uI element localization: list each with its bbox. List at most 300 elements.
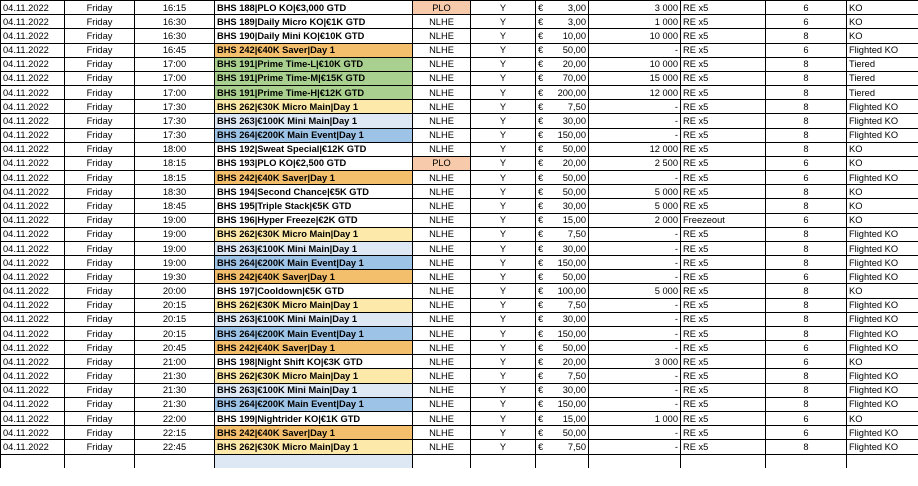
buyin-currency-prefix: € <box>538 87 544 98</box>
cell-max-players: 6 <box>766 156 847 170</box>
table-row <box>1 100 918 114</box>
cell-structure: RE x5 <box>681 57 766 71</box>
cell-late-reg: Y <box>471 185 536 199</box>
buyin-currency-prefix: € <box>538 45 544 56</box>
cell-buyin <box>536 369 589 383</box>
cell-day: Friday <box>65 57 135 71</box>
cell-buyin <box>536 29 589 43</box>
cell-max-players: 8 <box>766 383 847 397</box>
cell-time: 16:30 <box>135 29 215 43</box>
cell-late-reg: Y <box>471 411 536 425</box>
cell-type: KO <box>847 355 918 369</box>
cell-date: 04.11.2022 <box>1 156 65 170</box>
cell-day: Friday <box>65 29 135 43</box>
cell-event: BHS 242|€40K Saver|Day 1 <box>215 341 413 355</box>
table-row <box>1 326 918 340</box>
cell-structure: RE x5 <box>681 440 766 454</box>
cell-time: 19:30 <box>135 270 215 284</box>
buyin-currency-prefix: € <box>538 441 544 452</box>
buyin-currency-prefix: € <box>538 101 544 112</box>
cell-event: BHS 264|€200K Main Event|Day 1 <box>215 326 413 340</box>
cell-buyin <box>536 71 589 85</box>
buyin-amount: 7,50 <box>567 300 586 311</box>
cell-time: 17:30 <box>135 128 215 142</box>
cell-buyin <box>536 213 589 227</box>
table-row <box>1 128 918 142</box>
cell-structure: Freezeout <box>681 213 766 227</box>
cell-gtd: - <box>589 256 681 270</box>
cell-date: 04.11.2022 <box>1 86 65 100</box>
cell-day: Friday <box>65 86 135 100</box>
cell-date: 04.11.2022 <box>1 171 65 185</box>
buyin-currency-prefix: € <box>538 286 544 297</box>
cell-buyin <box>536 241 589 255</box>
cell-late-reg: Y <box>471 227 536 241</box>
cell-structure: RE x5 <box>681 369 766 383</box>
buyin-amount: 30,00 <box>562 115 586 126</box>
table-row <box>1 142 918 156</box>
cell-gtd: 10 000 <box>589 57 681 71</box>
cell-empty <box>589 454 681 468</box>
cell-max-players: 8 <box>766 326 847 340</box>
table-row <box>1 15 918 29</box>
cell-day: Friday <box>65 71 135 85</box>
buyin-amount: 50,00 <box>562 427 586 438</box>
cell-type: KO <box>847 156 918 170</box>
cell-date: 04.11.2022 <box>1 411 65 425</box>
cell-time: 16:30 <box>135 15 215 29</box>
cell-time: 18:00 <box>135 142 215 156</box>
buyin-currency-prefix: € <box>538 342 544 353</box>
cell-date: 04.11.2022 <box>1 312 65 326</box>
cell-max-players: 8 <box>766 100 847 114</box>
cell-time: 19:00 <box>135 241 215 255</box>
table-row <box>1 369 918 383</box>
cell-gtd: 3 000 <box>589 355 681 369</box>
cell-date: 04.11.2022 <box>1 57 65 71</box>
cell-structure: RE x5 <box>681 284 766 298</box>
cell-max-players: 6 <box>766 171 847 185</box>
cell-date: 04.11.2022 <box>1 199 65 213</box>
cell-late-reg: Y <box>471 341 536 355</box>
cell-buyin <box>536 43 589 57</box>
cell-type: Flighted KO <box>847 341 918 355</box>
buyin-amount: 20,00 <box>562 59 586 70</box>
cell-gtd: 5 000 <box>589 199 681 213</box>
cell-structure: RE x5 <box>681 100 766 114</box>
cell-game: NLHE <box>413 298 471 312</box>
cell-type: Flighted KO <box>847 256 918 270</box>
cell-type: KO <box>847 1 918 15</box>
cell-structure: RE x5 <box>681 298 766 312</box>
cell-type: Flighted KO <box>847 326 918 340</box>
buyin-currency-prefix: € <box>538 30 544 41</box>
cell-event: BHS 242|€40K Saver|Day 1 <box>215 426 413 440</box>
buyin-amount: 50,00 <box>562 186 586 197</box>
cell-late-reg: Y <box>471 397 536 411</box>
cell-late-reg: Y <box>471 241 536 255</box>
cell-game: NLHE <box>413 355 471 369</box>
buyin-amount: 20,00 <box>562 356 586 367</box>
schedule-table-body <box>1 1 918 469</box>
cell-date: 04.11.2022 <box>1 1 65 15</box>
buyin-amount: 100,00 <box>557 286 586 297</box>
cell-type: Flighted KO <box>847 171 918 185</box>
cell-type: Flighted KO <box>847 241 918 255</box>
cell-event: BHS 191|Prime Time-L|€10K GTD <box>215 57 413 71</box>
cell-gtd: - <box>589 341 681 355</box>
cell-buyin <box>536 227 589 241</box>
cell-max-players: 8 <box>766 199 847 213</box>
cell-game: NLHE <box>413 100 471 114</box>
cell-gtd: 2 500 <box>589 156 681 170</box>
cell-event: BHS 262|€30K Micro Main|Day 1 <box>215 100 413 114</box>
cell-time: 17:30 <box>135 100 215 114</box>
buyin-amount: 150,00 <box>557 399 586 410</box>
cell-type: KO <box>847 213 918 227</box>
cell-day: Friday <box>65 440 135 454</box>
cell-time: 21:00 <box>135 355 215 369</box>
cell-game: NLHE <box>413 43 471 57</box>
cell-game: NLHE <box>413 15 471 29</box>
cell-max-players: 8 <box>766 57 847 71</box>
table-row <box>1 114 918 128</box>
cell-late-reg: Y <box>471 171 536 185</box>
cell-date: 04.11.2022 <box>1 298 65 312</box>
table-row <box>1 241 918 255</box>
cell-game: NLHE <box>413 312 471 326</box>
table-row <box>1 1 918 15</box>
cell-time: 19:00 <box>135 256 215 270</box>
cell-structure: RE x5 <box>681 397 766 411</box>
cell-late-reg: Y <box>471 326 536 340</box>
buyin-currency-prefix: € <box>538 130 544 141</box>
cell-empty <box>215 454 413 468</box>
cell-date: 04.11.2022 <box>1 341 65 355</box>
table-row <box>1 199 918 213</box>
cell-gtd: - <box>589 298 681 312</box>
cell-buyin <box>536 397 589 411</box>
cell-type: Flighted KO <box>847 128 918 142</box>
cell-type: Tiered <box>847 86 918 100</box>
buyin-currency-prefix: € <box>538 144 544 155</box>
cell-buyin <box>536 185 589 199</box>
cell-time: 19:00 <box>135 227 215 241</box>
cell-buyin <box>536 199 589 213</box>
cell-max-players: 8 <box>766 114 847 128</box>
buyin-currency-prefix: € <box>538 427 544 438</box>
cell-date: 04.11.2022 <box>1 71 65 85</box>
cell-max-players: 8 <box>766 142 847 156</box>
cell-late-reg: Y <box>471 440 536 454</box>
cell-game: NLHE <box>413 128 471 142</box>
buyin-currency-prefix: € <box>538 16 544 27</box>
cell-max-players: 6 <box>766 213 847 227</box>
cell-gtd: 2 000 <box>589 213 681 227</box>
cell-event: BHS 190|Daily Mini KO|€10K GTD <box>215 29 413 43</box>
cell-date: 04.11.2022 <box>1 284 65 298</box>
buyin-amount: 70,00 <box>562 73 586 84</box>
cell-max-players: 8 <box>766 369 847 383</box>
cell-day: Friday <box>65 411 135 425</box>
buyin-amount: 7,50 <box>567 101 586 112</box>
cell-max-players: 6 <box>766 15 847 29</box>
cell-date: 04.11.2022 <box>1 426 65 440</box>
cell-time: 21:30 <box>135 383 215 397</box>
cell-game: NLHE <box>413 256 471 270</box>
cell-day: Friday <box>65 227 135 241</box>
cell-structure: RE x5 <box>681 128 766 142</box>
table-row <box>1 341 918 355</box>
cell-late-reg: Y <box>471 100 536 114</box>
cell-gtd: - <box>589 383 681 397</box>
cell-empty <box>1 454 65 468</box>
cell-game: NLHE <box>413 440 471 454</box>
table-row <box>1 71 918 85</box>
cell-event: BHS 193|PLO KO|€2,500 GTD <box>215 156 413 170</box>
cell-day: Friday <box>65 284 135 298</box>
cell-game: PLO <box>413 1 471 15</box>
cell-structure: RE x5 <box>681 341 766 355</box>
cell-day: Friday <box>65 213 135 227</box>
cell-game: NLHE <box>413 185 471 199</box>
buyin-amount: 15,00 <box>562 215 586 226</box>
table-row <box>1 397 918 411</box>
cell-type: KO <box>847 199 918 213</box>
buyin-amount: 3,00 <box>567 2 586 13</box>
cell-structure: RE x5 <box>681 199 766 213</box>
buyin-currency-prefix: € <box>538 371 544 382</box>
cell-time: 22:15 <box>135 426 215 440</box>
cell-empty <box>847 454 918 468</box>
cell-date: 04.11.2022 <box>1 29 65 43</box>
cell-event: BHS 199|Nightrider KO|€1K GTD <box>215 411 413 425</box>
cell-buyin <box>536 142 589 156</box>
cell-type: Flighted KO <box>847 100 918 114</box>
cell-buyin <box>536 1 589 15</box>
cell-buyin <box>536 440 589 454</box>
cell-max-players: 6 <box>766 43 847 57</box>
cell-gtd: - <box>589 100 681 114</box>
cell-day: Friday <box>65 185 135 199</box>
cell-game: NLHE <box>413 114 471 128</box>
buyin-amount: 15,00 <box>562 413 586 424</box>
cell-time: 18:15 <box>135 156 215 170</box>
cell-structure: RE x5 <box>681 270 766 284</box>
cell-date: 04.11.2022 <box>1 100 65 114</box>
cell-late-reg: Y <box>471 298 536 312</box>
table-row <box>1 355 918 369</box>
cell-gtd: 10 000 <box>589 29 681 43</box>
cell-structure: RE x5 <box>681 43 766 57</box>
cell-game: NLHE <box>413 369 471 383</box>
buyin-currency-prefix: € <box>538 186 544 197</box>
buyin-amount: 30,00 <box>562 314 586 325</box>
cell-gtd: - <box>589 426 681 440</box>
cell-date: 04.11.2022 <box>1 241 65 255</box>
cell-late-reg: Y <box>471 114 536 128</box>
table-row <box>1 284 918 298</box>
table-row <box>1 256 918 270</box>
cell-gtd: 5 000 <box>589 284 681 298</box>
cell-game: NLHE <box>413 241 471 255</box>
cell-structure: RE x5 <box>681 312 766 326</box>
cell-gtd: 12 000 <box>589 142 681 156</box>
cell-late-reg: Y <box>471 43 536 57</box>
cell-buyin <box>536 86 589 100</box>
cell-type: KO <box>847 284 918 298</box>
table-row <box>1 29 918 43</box>
cell-event: BHS 188|PLO KO|€3,000 GTD <box>215 1 413 15</box>
cell-game: NLHE <box>413 426 471 440</box>
cell-day: Friday <box>65 355 135 369</box>
cell-structure: RE x5 <box>681 142 766 156</box>
cell-type: Tiered <box>847 57 918 71</box>
cell-day: Friday <box>65 397 135 411</box>
cell-time: 22:00 <box>135 411 215 425</box>
cell-time: 16:45 <box>135 43 215 57</box>
cell-time: 17:30 <box>135 114 215 128</box>
cell-date: 04.11.2022 <box>1 15 65 29</box>
cell-type: Flighted KO <box>847 114 918 128</box>
table-row <box>1 312 918 326</box>
cell-max-players: 6 <box>766 341 847 355</box>
table-row <box>1 227 918 241</box>
cell-max-players: 8 <box>766 185 847 199</box>
cell-structure: RE x5 <box>681 114 766 128</box>
cell-late-reg: Y <box>471 256 536 270</box>
cell-max-players: 8 <box>766 397 847 411</box>
cell-game: NLHE <box>413 326 471 340</box>
cell-buyin <box>536 256 589 270</box>
cell-late-reg: Y <box>471 128 536 142</box>
cell-type: KO <box>847 29 918 43</box>
cell-late-reg: Y <box>471 383 536 397</box>
cell-date: 04.11.2022 <box>1 142 65 156</box>
cell-max-players: 8 <box>766 298 847 312</box>
cell-game: NLHE <box>413 171 471 185</box>
cell-late-reg: Y <box>471 71 536 85</box>
cell-buyin <box>536 355 589 369</box>
cell-empty <box>65 454 135 468</box>
buyin-amount: 150,00 <box>557 328 586 339</box>
cell-structure: RE x5 <box>681 156 766 170</box>
cell-time: 16:15 <box>135 1 215 15</box>
buyin-currency-prefix: € <box>538 328 544 339</box>
cell-event: BHS 198|Night Shift KO|€3K GTD <box>215 355 413 369</box>
cell-type: Flighted KO <box>847 383 918 397</box>
buyin-amount: 30,00 <box>562 243 586 254</box>
cell-type: KO <box>847 411 918 425</box>
buyin-currency-prefix: € <box>538 229 544 240</box>
cell-max-players: 8 <box>766 256 847 270</box>
cell-structure: RE x5 <box>681 256 766 270</box>
buyin-amount: 200,00 <box>557 87 586 98</box>
cell-gtd: - <box>589 171 681 185</box>
cell-max-players: 6 <box>766 1 847 15</box>
buyin-amount: 7,50 <box>567 229 586 240</box>
cell-late-reg: Y <box>471 57 536 71</box>
cell-late-reg: Y <box>471 355 536 369</box>
cell-event: BHS 242|€40K Saver|Day 1 <box>215 270 413 284</box>
cell-type: Flighted KO <box>847 298 918 312</box>
cell-event: BHS 264|€200K Main Event|Day 1 <box>215 256 413 270</box>
cell-date: 04.11.2022 <box>1 355 65 369</box>
buyin-currency-prefix: € <box>538 59 544 70</box>
table-row <box>1 270 918 284</box>
cell-buyin <box>536 15 589 29</box>
buyin-amount: 30,00 <box>562 200 586 211</box>
cell-event: BHS 262|€30K Micro Main|Day 1 <box>215 298 413 312</box>
table-row <box>1 156 918 170</box>
cell-day: Friday <box>65 341 135 355</box>
cell-max-players: 8 <box>766 227 847 241</box>
cell-max-players: 6 <box>766 426 847 440</box>
cell-day: Friday <box>65 1 135 15</box>
buyin-amount: 150,00 <box>557 257 586 268</box>
cell-gtd: 1 000 <box>589 15 681 29</box>
cell-event: BHS 192|Sweat Special|€12K GTD <box>215 142 413 156</box>
cell-late-reg: Y <box>471 1 536 15</box>
cell-day: Friday <box>65 114 135 128</box>
table-row <box>1 440 918 454</box>
table-row-partial <box>1 454 918 468</box>
cell-late-reg: Y <box>471 284 536 298</box>
cell-type: Flighted KO <box>847 312 918 326</box>
buyin-currency-prefix: € <box>538 115 544 126</box>
cell-type: Tiered <box>847 71 918 85</box>
cell-date: 04.11.2022 <box>1 397 65 411</box>
cell-gtd: - <box>589 128 681 142</box>
cell-date: 04.11.2022 <box>1 270 65 284</box>
cell-day: Friday <box>65 369 135 383</box>
cell-max-players: 8 <box>766 29 847 43</box>
cell-date: 04.11.2022 <box>1 369 65 383</box>
cell-buyin <box>536 426 589 440</box>
cell-empty <box>766 454 847 468</box>
cell-max-players: 6 <box>766 355 847 369</box>
buyin-currency-prefix: € <box>538 257 544 268</box>
cell-game: NLHE <box>413 270 471 284</box>
cell-gtd: 1 000 <box>589 411 681 425</box>
cell-event: BHS 264|€200K Main Event|Day 1 <box>215 128 413 142</box>
cell-time: 20:00 <box>135 284 215 298</box>
cell-date: 04.11.2022 <box>1 185 65 199</box>
cell-late-reg: Y <box>471 213 536 227</box>
cell-type: KO <box>847 185 918 199</box>
cell-date: 04.11.2022 <box>1 213 65 227</box>
cell-buyin <box>536 114 589 128</box>
cell-late-reg: Y <box>471 270 536 284</box>
cell-gtd: - <box>589 312 681 326</box>
cell-empty <box>413 454 471 468</box>
cell-time: 18:45 <box>135 199 215 213</box>
cell-time: 20:15 <box>135 298 215 312</box>
cell-buyin <box>536 341 589 355</box>
cell-structure: RE x5 <box>681 383 766 397</box>
cell-time: 21:30 <box>135 369 215 383</box>
cell-gtd: - <box>589 270 681 284</box>
cell-max-players: 8 <box>766 241 847 255</box>
cell-game: NLHE <box>413 397 471 411</box>
cell-event: BHS 194|Second Chance|€5K GTD <box>215 185 413 199</box>
cell-day: Friday <box>65 298 135 312</box>
cell-gtd: - <box>589 241 681 255</box>
cell-event: BHS 242|€40K Saver|Day 1 <box>215 171 413 185</box>
cell-buyin <box>536 411 589 425</box>
cell-structure: RE x5 <box>681 71 766 85</box>
cell-buyin <box>536 156 589 170</box>
